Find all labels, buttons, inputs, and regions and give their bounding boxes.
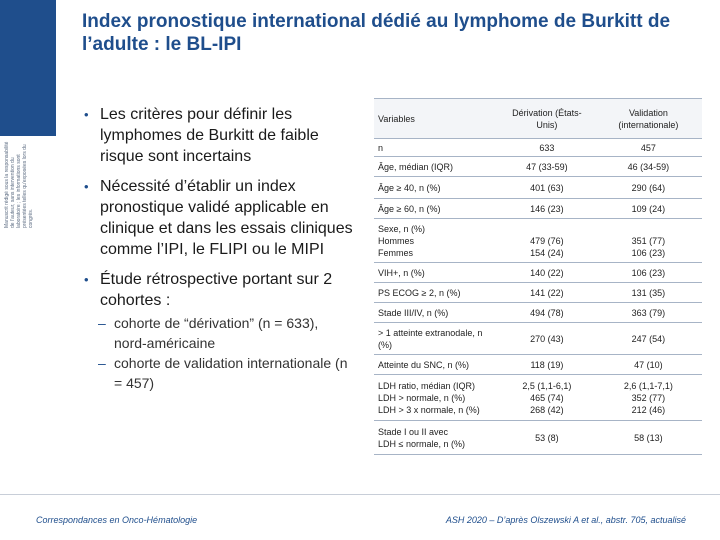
validation-value: 109 (24): [595, 199, 702, 219]
table-row: [374, 177, 702, 199]
table-row: [374, 421, 702, 455]
footer-divider: [0, 494, 720, 495]
validation-value: 457: [595, 139, 702, 157]
derivation-value: 494 (78): [499, 303, 595, 323]
bullet-text: Les critères pour définir les lymphomes de Burkitt de faible risque sont incertains: [100, 106, 319, 165]
bullet-text: Étude rétrospective portant sur 2 cohortes :: [100, 271, 333, 309]
validation-value: 247 (54): [595, 323, 702, 355]
dash-icon: –: [98, 355, 106, 371]
sub-bullet-text: cohorte de validation internationale (n = 457): [114, 355, 348, 391]
derivation-value: 2,5 (1,1-6,1) 465 (74) 268 (42): [499, 375, 595, 421]
table-row: [374, 199, 702, 219]
derivation-value: 53 (8): [499, 421, 595, 455]
derivation-value: 633: [499, 139, 595, 157]
row-label: Stade III/IV, n (%): [374, 303, 499, 323]
validation-value: 2,6 (1,1-7,1) 352 (77) 212 (46): [595, 375, 702, 421]
validation-value: 46 (34-59): [595, 157, 702, 177]
derivation-value: 141 (22): [499, 283, 595, 303]
validation-value: 363 (79): [595, 303, 702, 323]
bullet-icon: •: [84, 107, 89, 122]
row-label: Stade I ou II avec LDH ≤ normale, n (%): [374, 421, 499, 455]
table-row: [374, 323, 702, 355]
bullet-item: [84, 269, 354, 311]
validation-value: 58 (13): [595, 421, 702, 455]
bullet-list: [84, 104, 354, 393]
row-label: Âge ≥ 60, n (%): [374, 199, 499, 219]
footer-journal: Correspondances en Onco-Hématologie: [36, 515, 198, 525]
table-header-derivation: Dérivation (États-Unis): [499, 99, 595, 139]
validation-value: 106 (23): [595, 263, 702, 283]
table-header-validation: Validation (internationale): [595, 99, 702, 139]
row-label: PS ECOG ≥ 2, n (%): [374, 283, 499, 303]
derivation-value: 118 (19): [499, 355, 595, 375]
derivation-value: 146 (23): [499, 199, 595, 219]
table-row: [374, 219, 702, 263]
data-table: [374, 98, 702, 455]
row-label: n: [374, 139, 499, 157]
row-label: Atteinte du SNC, n (%): [374, 355, 499, 375]
derivation-value: 479 (76) 154 (24): [499, 219, 595, 263]
validation-value: 290 (64): [595, 177, 702, 199]
table-row: [374, 139, 702, 157]
table-row: [374, 263, 702, 283]
sub-bullet-item: [84, 313, 354, 353]
validation-value: 47 (10): [595, 355, 702, 375]
derivation-value: 47 (33-59): [499, 157, 595, 177]
row-label: LDH ratio, médian (IQR) LDH > normale, n (%) LDH > 3 x normale, n (%): [374, 375, 499, 421]
validation-value: 131 (35): [595, 283, 702, 303]
row-label: VIH+, n (%): [374, 263, 499, 283]
sidebar-disclaimer: Manuscrit rédigé sous la responsabilité de l’auteur, sans intervention du laboratoire ; les informations sont présentées telles qu’exposées lors du congrès.: [4, 141, 34, 228]
row-label: Âge ≥ 40, n (%): [374, 177, 499, 199]
page-title: Index pronostique international dédié au lymphome de Burkitt de l’adulte : le BL-IPI: [82, 11, 671, 55]
dash-icon: –: [98, 315, 106, 331]
bullet-text: Nécessité d’établir un index pronostique validé applicable en clinique et dans les essais cliniques comme l’IPI, le FLIPI ou le MIPI: [100, 178, 353, 258]
sub-bullet-text: cohorte de “dérivation” (n = 633), nord-américaine: [114, 315, 319, 351]
table-row: [374, 355, 702, 375]
bullet-item: [84, 176, 354, 260]
sidebar: [0, 0, 56, 228]
row-label: > 1 atteinte extranodale, n (%): [374, 323, 499, 355]
table-header-variables: Variables: [374, 99, 499, 139]
validation-value: 351 (77) 106 (23): [595, 219, 702, 263]
table-row: [374, 157, 702, 177]
table-row: [374, 283, 702, 303]
table-row: [374, 375, 702, 421]
bullet-icon: •: [84, 272, 89, 287]
row-label: Âge, médian (IQR): [374, 157, 499, 177]
sub-bullet-item: [84, 353, 354, 393]
derivation-value: 270 (43): [499, 323, 595, 355]
footer-source: ASH 2020 – D’après Olszewski A et al., abstr. 705, actualisé: [445, 515, 686, 525]
bullet-icon: •: [84, 179, 89, 194]
derivation-value: 401 (63): [499, 177, 595, 199]
bullet-item: [84, 104, 354, 167]
row-label: Sexe, n (%) Hommes Femmes: [374, 219, 499, 263]
derivation-value: 140 (22): [499, 263, 595, 283]
sidebar-band: [0, 0, 56, 136]
table-row: [374, 303, 702, 323]
